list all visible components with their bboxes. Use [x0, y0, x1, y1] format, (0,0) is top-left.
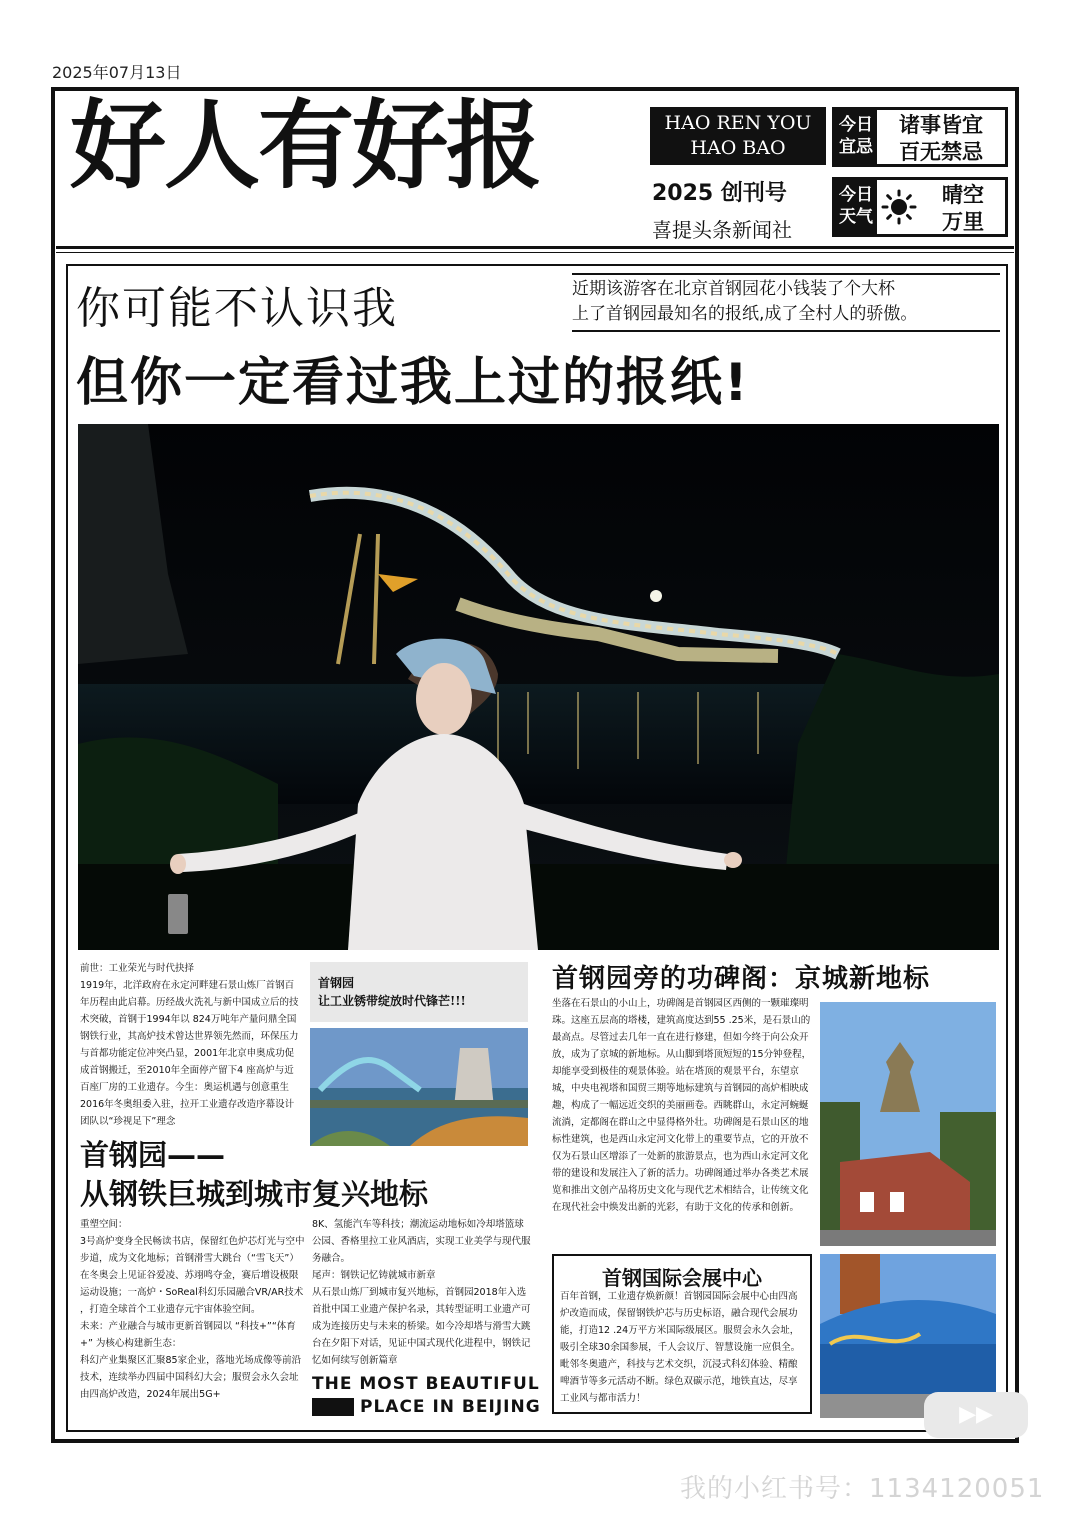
- sun-icon: [877, 180, 921, 234]
- left-column-heading: 前世：工业荣光与时代抉择: [80, 963, 195, 974]
- headline-line-1: 你可能不认识我: [76, 283, 398, 334]
- left-column-text: [80, 960, 302, 1130]
- issue-date: 2025年07月13日: [52, 63, 182, 82]
- yiji-value-1: 诸事皆宜: [899, 113, 983, 137]
- lede-line-2: 上了首钢园最知名的报纸,成了全村人的骄傲。: [572, 304, 918, 324]
- lede-rule-bottom: [572, 330, 1000, 332]
- weather-value-2: 万里: [942, 210, 984, 234]
- masthead-pinyin: [650, 107, 826, 165]
- feature-p4: 科幻产业集聚区汇聚85家企业，落地光场成像等前沿技术，连续举办四届中国科幻大会；服贸会永久会址由四高炉改造，2024年展出5G+: [80, 1355, 302, 1400]
- feature-body-left: [80, 1216, 306, 1403]
- expo-body: 百年首钢，工业遗存焕新颜！首钢园国际会展中心由四高炉改造而成，保留钢铁炉芯与历史标语，融合现代会展功能，打造12 .24万平方米国际级展区。服贸会永久会址，吸引全球30余国参展，千人会议厅、智慧设施一应俱全。毗邻冬奥遗产，科技与艺术交织，沉浸式科幻体验、精酿啤酒节等多元活动不断。绿色双碳示范，地铁直达，尽享工业风与都市活力！: [560, 1291, 801, 1404]
- sidebar-title: 首钢园: [318, 976, 355, 990]
- weather-label-2: 天气: [839, 207, 873, 227]
- feature-p6: 尾声：钢铁记忆铸就城市新章: [312, 1270, 436, 1281]
- masthead-divider: [56, 246, 1014, 249]
- feature-p5: 8K、氢能汽车等科技；潮流运动地标如冷却塔篮球公园、香格里拉工业风酒店，实现工业美学与现代服务融合。: [312, 1219, 531, 1264]
- english-tag-bar: [312, 1398, 354, 1416]
- feature-p7: 从石景山炼厂到城市复兴地标，首钢园2018年入选首批中国工业遗产保护名录，其转型证明工业遗产可成为连接历史与未来的桥梁。如今冷却塔与滑雪大跳台在夕阳下对话，见证中国式现代化进程中，钢铁记忆如何续写创新篇章: [312, 1287, 531, 1366]
- watermark: 我的小红书号：1134120051: [680, 1474, 1045, 1504]
- yiji-box: [832, 107, 1008, 167]
- expo-title: 首钢国际会展中心: [602, 1266, 762, 1290]
- sidebar-subtitle: 让工业锈带绽放时代锋芒!!!: [318, 994, 466, 1008]
- feature-p2: 3号高炉变身全民畅读书店，保留红色炉芯灯光与空中步道，成为文化地标；首钢滑雪大跳台（“雪飞天”）在冬奥会上见证谷爱凌、苏翊鸣夺金，赛后增设极限运动设施；一高炉・SoReal科幻乐园融合VR/AR技术 ，打造全球首个工业遗存元宇宙体验空间。: [80, 1236, 305, 1315]
- feature-body-right: [312, 1216, 532, 1369]
- app-logo-badge: ▶▶: [924, 1392, 1028, 1438]
- yiji-label: [835, 110, 877, 164]
- feature-p3: 未来：产业融合与城市更新首钢园以 “科技+”“体育+” 为核心构建新生态：: [80, 1321, 296, 1349]
- right-article-body: 坐落在石景山的小山上，功碑阁是首钢园区西侧的一颗璀璨明珠。这座五层高的塔楼，建筑高度达到55 .25米，是石景山的最高点。尽管过去几年一直在进行修建，但如今终于向公众开放，成为了京城的新地标。从山脚到塔顶短短的15分钟登程，却能享受到极佳的观景体验。站在塔顶的观景平台，东望京城，中央电视塔和国贸三期等地标建筑与首钢园的高炉相映成趣，构成了一幅远近交织的美丽画卷。西眺群山，永定河蜿蜒流淌，定都阁在群山之中显得格外壮。功碑阁是石景山区的地标性建筑，也是西山永定河文化带上的重要节点，它的开放不仅为石景山区增添了一处新的旅游景点，也为西山永定河文化带的建设和发展注入了新的活力。功碑阁通过举办各类艺术展览和推出文创产品将历史文化与现代艺术相结合，让传统文化在现代社会中焕发出新的光彩，有助于文化的传承和创新。: [552, 998, 812, 1213]
- weather-label-1: 今日: [839, 185, 873, 205]
- weather-label: [835, 180, 877, 234]
- yiji-label-1: 今日: [839, 115, 873, 135]
- left-column-body: 1919年，北洋政府在永定河畔建石景山炼厂首钢百年历程由此启幕。历经战火洗礼与新中国成立后的技术突破，首钢于1994年以 824万吨年产量问鼎全国钢铁行业，其高炉技术曾达世界领先然而，环保压力与首都功能定位冲突凸显，2001年北京申奥成功促成首钢搬迁，至2010年全面停产留下4 座高炉与近百座厂房的工业遗存。今生：奥运机遇与创意重生2016年冬奥组委入驻，拉开工业遗存改造序幕设计团队以“珍视足下”理念: [80, 980, 299, 1127]
- tower-photo: [820, 1002, 996, 1246]
- weather-box: [832, 177, 1008, 237]
- headline-lede: [572, 277, 1002, 327]
- sidebar-card: [310, 962, 528, 1022]
- feature-title-2: 从钢铁巨城到城市复兴地标: [80, 1177, 429, 1211]
- issue-number: 2025 创刊号: [652, 181, 787, 206]
- lede-line-1: 近期该游客在北京首钢园花小钱装了个大杯: [572, 279, 895, 299]
- pinyin-line-2: HAO BAO: [690, 137, 786, 159]
- yiji-label-2: 宜忌: [839, 137, 873, 157]
- headline-line-2: 但你一定看过我上过的报纸!: [76, 353, 750, 413]
- feature-p1: 重塑空间：: [80, 1219, 128, 1230]
- masthead-title: 好人有好报: [70, 90, 540, 202]
- yiji-value-2: 百无禁忌: [899, 140, 983, 164]
- feature-title-1: 首钢园——: [80, 1138, 226, 1172]
- yiji-value: [877, 110, 1005, 164]
- lede-rule-top: [572, 273, 1000, 275]
- masthead-divider-thin: [56, 252, 1014, 253]
- right-article-title: 首钢园旁的功碑阁：京城新地标: [552, 964, 931, 994]
- english-tag-line-1: THE MOST BEAUTIFUL: [312, 1374, 540, 1394]
- main-photo: [78, 424, 999, 950]
- publisher: 喜提头条新闻社: [652, 218, 792, 242]
- weather-value: [921, 180, 1005, 234]
- english-tag-line-2: PLACE IN BEIJING: [360, 1397, 541, 1417]
- shougang-park-photo: [310, 1028, 528, 1146]
- pinyin-line-1: HAO REN YOU: [664, 112, 812, 134]
- weather-value-1: 晴空: [942, 183, 984, 207]
